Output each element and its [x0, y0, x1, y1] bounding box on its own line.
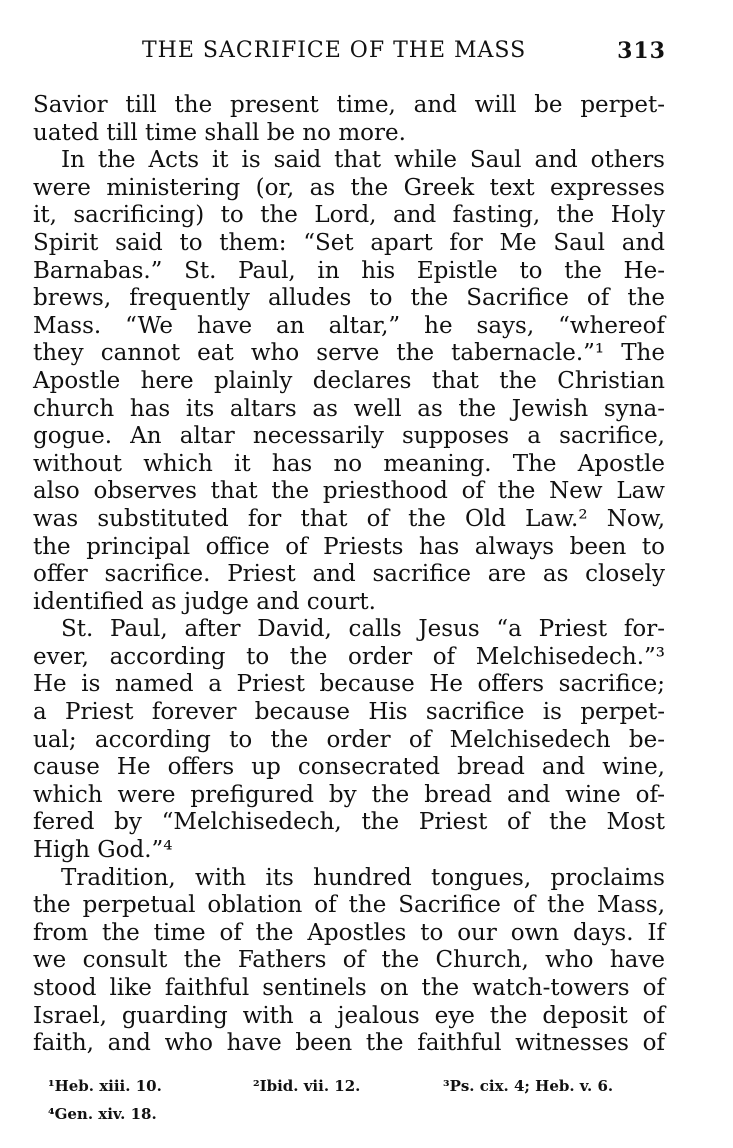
text-line: fered by “Melchisedech, the Priest of the Most — [33, 809, 665, 836]
footnote-3: ³Ps. cix. 4; Heb. v. 6. — [443, 1077, 614, 1095]
text-line: we consult the Fathers of the Church, who have — [33, 947, 665, 974]
running-title: THE SACRIFICE OF THE MASS — [142, 38, 527, 63]
running-header — [30, 36, 670, 66]
text-line: offer sacrifice. Priest and sacrifice are as closely — [33, 561, 665, 588]
text-line: Barnabas.” St. Paul, in his Epistle to the He- — [33, 257, 665, 284]
footnote-row — [48, 1100, 668, 1128]
text-line: the perpetual oblation of the Sacrifice of the Mass, — [33, 892, 665, 919]
body-text — [33, 92, 665, 1058]
footnote-2: ²Ibid. vii. 12. — [253, 1077, 361, 1095]
footnote-1: ¹Heb. xiii. 10. — [48, 1077, 162, 1095]
text-line: Mass. “We have an altar,” he says, “whereof — [33, 312, 665, 339]
text-line: Tradition, with its hundred tongues, proclaims — [61, 864, 665, 891]
text-line: without which it has no meaning. The Apostle — [33, 450, 665, 477]
text-line: ever, according to the order of Melchisedech.”³ — [33, 643, 665, 670]
text-line: it, sacrificing) to the Lord, and fasting, the Holy — [33, 202, 665, 229]
text-line: uated till time shall be no more. — [33, 119, 406, 146]
text-line: He is named a Priest because He offers sacrifice; — [33, 671, 665, 698]
text-line: Apostle here plainly declares that the Christian — [33, 367, 665, 394]
text-line: from the time of the Apostles to our own days. If — [33, 919, 665, 946]
text-line: also observes that the priesthood of the New Law — [33, 478, 665, 505]
text-line: church has its altars as well as the Jewish syna- — [33, 395, 665, 422]
text-line: faith, and who have been the faithful witnesses of — [33, 1030, 665, 1057]
text-line: identified as judge and court. — [33, 588, 376, 615]
footnote-4: ⁴Gen. xiv. 18. — [48, 1105, 157, 1123]
text-line: cause He offers up consecrated bread and wine, — [33, 754, 665, 781]
footnotes — [48, 1072, 668, 1128]
text-line: gogue. An altar necessarily supposes a sacrifice, — [33, 423, 665, 450]
text-line: ual; according to the order of Melchisedech be- — [33, 726, 665, 753]
text-line: High God.”⁴ — [33, 837, 173, 864]
text-line: a Priest forever because His sacrifice is perpet- — [33, 699, 665, 726]
text-line: Israel, guarding with a jealous eye the deposit of — [33, 1002, 665, 1029]
text-line: In the Acts it is said that while Saul and others — [61, 147, 665, 174]
text-line: Spirit said to them: “Set apart for Me Saul and — [33, 229, 665, 256]
text-line: Savior till the present time, and will be perpet- — [33, 92, 665, 118]
text-line: were ministering (or, as the Greek text expresses — [33, 174, 665, 201]
footnote-row — [48, 1072, 668, 1100]
text-line: which were prefigured by the bread and wine of- — [33, 781, 665, 808]
text-line: they cannot eat who serve the tabernacle.”¹ The — [33, 340, 665, 367]
text-line: stood like faithful sentinels on the watch-towers of — [33, 975, 665, 1001]
text-line: brews, frequently alludes to the Sacrifice of the — [33, 285, 665, 312]
text-line: the principal office of Priests has always been to — [33, 533, 665, 560]
text-line: St. Paul, after David, calls Jesus “a Priest for- — [61, 616, 665, 643]
text-line: was substituted for that of the Old Law.² Now, — [33, 505, 665, 532]
page-number: 313 — [617, 38, 666, 64]
